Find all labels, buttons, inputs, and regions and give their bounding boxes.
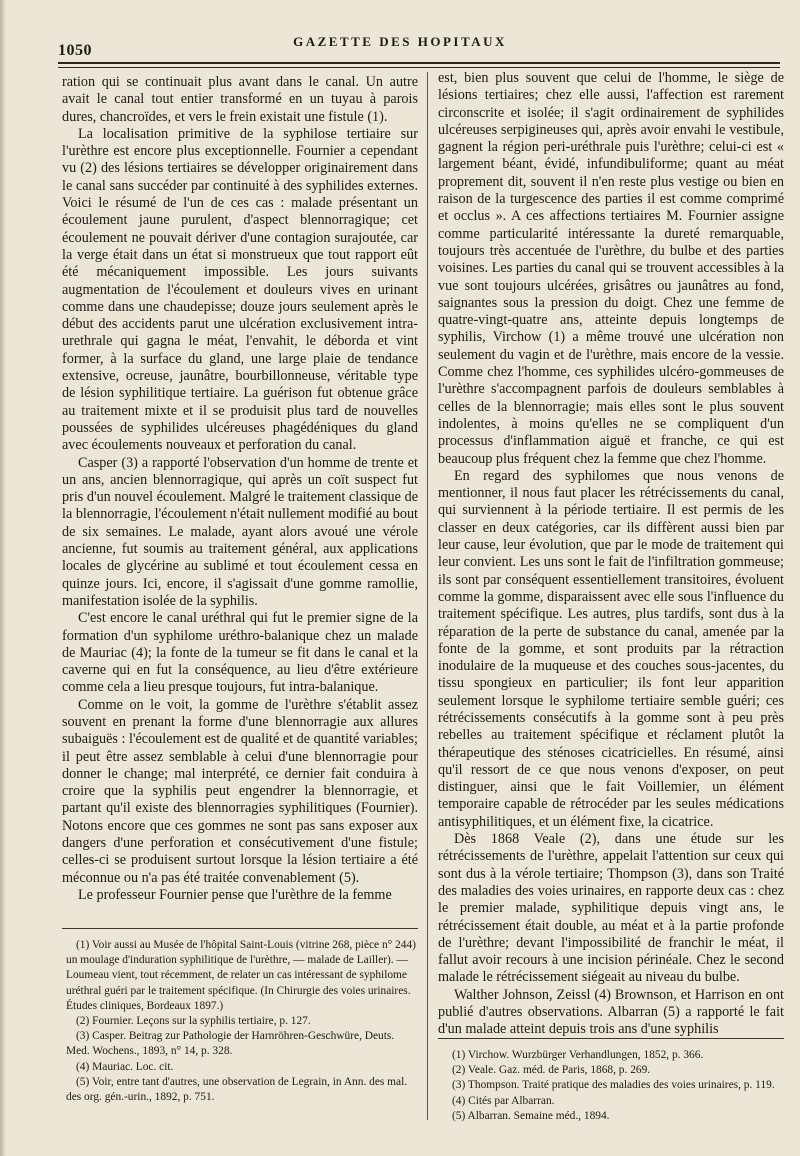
paragraph: est, bien plus souvent que celui de l'homme, le siège de lésions tertiaires; chez elle aussi, l'affection est rarement circonscrite et isolée; il s'agit ordinairement de syphilides ulcéreuses serpigineuses qui, après avoir envahi le vestibule, gagnent la région peri-uréthrale puis l'urèthre; celui-ci est « largement béant, évidé, infundibuliforme; quant au méat proprement dit, souvent il n'en reste plus vestige ou bien en raison de la turgescence des parties il est comme comprimé et occlus ». A ces affections tertiaires M. Fournier assigne comme particularité intéressante la dureté remarquable, toujours très accentuée de l'urèthre, du bulbe et des parties voisines. Les parties du canal qui se trouvent accessibles à la vue sont toujours ulcérées, grisâtres ou jaunâtres au fond, saignantes sous la pression du doigt. Chez une femme de quatre-vingt-quatre ans, atteinte depuis longtemps de syphilis, Virchow (1) a même trouvé une ulcération non seulement du vagin et de l'urèthre, mais encore de la vessie. Comme chez l'homme, ces syphilides ulcéro-gommeuses de l'urèthre s'accompagnent parfois de douleurs semblables à celles de la blennorragie; mais elles sont le plus souvent indolentes, à moins qu'elles ne se compliquent d'un processus d'inflammation aiguë et franche, ce qui est beaucoup plus fréquent chez la femme que chez l'homme. [438,70,784,467]
journal-title: GAZETTE DES HOPITAUX [293,34,507,49]
paragraph: Le professeur Fournier pense que l'urèthre de la femme [78,886,392,903]
paragraph: C'est encore le canal uréthral qui fut le premier signe de la formation d'un syphilome uréthro-balanique chez un malade de Mauriac (4); la fonte de la tumeur se fit dans le canal et la caverne qui en fut la conséquence, au lieu d'être extérieure comme cela a lieu presque toujours, fut intra-balanique. [62,610,418,696]
left-column [62,74,418,904]
footnote: (2) Veale. Gaz. méd. de Paris, 1868, p. 269. [452,1064,651,1077]
footnote: (4) Cités par Albarran. [452,1094,555,1107]
paragraph: La localisation primitive de la syphilose tertiaire sur l'urèthre est encore plus exceptionnelle. Fournier a cependant vu (2) des lésions tertiaires se développer originairement dans le canal sans succéder par continuité à des syphilides externes. Voici le résumé de l'un de ces cas : malade présentant un écoulement jaune purulent, d'aspect blennorragique; cet écoulement ne pouvait dériver d'une contagion surajoutée, car la verge était dans un état si monstrueux que tout rapport eût été mécaniquement impossible. Les jours suivants augmentation de l'écoulement et douleurs vives en urinant comme dans une chaudepisse; douze jours seulement après le début des accidents parut une ulcération exclusivement intra-urethrale qui gagna le méat, l'envahit, le déborda et vint former, à la surface du gland, une large plaie de tendance extensive, ocreuse, jaunâtre, bourbillonneuse, véritable type de lésion syphilitique tertiaire. La guérison fut obtenue grâce au traitement mixte et il se produisit plus tard de nouvelles poussées de syphilides ulcéreuses phagédéniques du gland avec écoulements nouveaux et perforation du canal. [62,125,418,454]
footnote-rule [438,1038,784,1039]
footnote-rule [62,928,418,929]
footnote: (3) Casper. Beitrag zur Pathologie der Harnröhren-Geschwüre, Deuts. Med. Wochens., 1893, n° 14, p. 328. [66,1030,395,1058]
footnote: (1) Virchow. Wurzbürger Verhandlungen, 1852, p. 366. [452,1049,704,1061]
footnote: (5) Voir, entre tant d'autres, une observation de Legrain, in Ann. des mal. des org. gén.-urin., 1892, p. 751. [66,1075,408,1104]
left-footnotes [66,938,418,1105]
right-column [438,70,784,1039]
paragraph: Casper (3) a rapporté l'observation d'un homme de trente et un ans, ancien blennorragique, qui après un coït suspect fut pris d'un nouvel écoulement. Malgré le traitement classique de la blennorragie, l'écoulement n'était nullement modifié au bout de six semaines. Le malade, ayant alors avoué une vérole ancienne, fut soumis au traitement général, aux applications locales de glycérine au sublimé et tout écoulement cessa en quinze jours. Ici, encore, il s'agissait d'une gomme ramollie, manifestation isolée de la syphilis. [62,454,418,609]
paragraph: ration qui se continuait plus avant dans le canal. Un autre avait le canal tout entier transformé en un tuyau à parois dures, chancroïdes, et vers le frein existait une fistule (1). [62,74,418,125]
right-footnotes [442,1048,784,1124]
header-rule [58,62,780,64]
paragraph: Comme on le voit, la gomme de l'urèthre s'établit assez souvent en prenant la forme d'une blennorragie aux allures subaiguës : l'écoulement est de qualité et de quantité variables; il peut être assez semblable à celui d'une blennorragie pour donner le change; mal interprété, ce dernier fait conduira à croire que la syphilis peut engendrer la blennorragie, et partant qu'il existe des blennorragies syphilitiques (Fournier). Notons encore que ces gommes ne sont pas sans exposer aux dangers d'une perforation et consécutivement d'une fistule; celles-ci se produisent surtout lorsque la lésion tertiaire a été méconnue ou n'a pas été traitée convenablement (5). [62,696,418,886]
paragraph: En regard des syphilomes que nous venons de mentionner, il nous faut placer les rétrécissements du canal, qui surviennent à la période tertiaire. Il est permis de les classer en deux catégories, car ils diffèrent aussi bien par leur cause, leur évolution, que par le mode de traitement qui leur convient. Les uns sont le fait de l'infiltration gommeuse; ils sont par conséquent essentiellement transitoires, évoluent comme la gomme, disparaissent avec elle sous l'influence du traitement spécifique. Les autres, plus tardifs, sont dus à la réparation de la perte de substance du canal, amenée par la fonte de la gomme, et sont produits par la rétraction inodulaire de la muqueuse et des couches sous-jacentes, du tissu spongieux en particulier; ils font leur apparition seulement lorsque le syphilome tertiaire semble guéri; ces rétrécissements consécutifs à la gomme sont à peu près rebelles au traitement spécifique et réclament plutôt la thérapeutique des sténoses cicatricielles. En résumé, ainsi qu'il ressort de ce que nous venons d'exposer, on peut distinguer, ainsi que le fait Voillemier, un élément temporaire capable de rétrocéder par les seules médications antisyphilitiques, et un élément fixe, la cicatrice. [438,467,784,830]
paragraph: Dès 1868 Veale (2), dans une étude sur les rétrécissements de l'urèthre, appelait l'attention sur ceux qui sont dus à la vérole tertiaire; Thompson (3), dans son Traité des maladies des voies urinaires, en rapporte deux cas : chez le premier malade, syphilitique depuis vingt ans, le rétrécissement était double, au méat et à la partie profonde de l'urèthre; devant l'impossibilité de franchir le méat, il fallut avoir recours à une incision périnéale. Chez le second malade le rétrécissement siégeait au niveau du bulbe. [438,831,784,986]
footnote: (1) Voir aussi au Musée de l'hôpital Saint-Louis (vitrine 268, pièce n° 244) un moulage d'induration syphilitique de l'urèthre, — malade de Lailler). — Loumeau vient, tout récemment, de relater un cas intéressant de syphilome uréthral guéri par le traitement spécifique. (In Chirurgie des voies urinaires. Études cliniques, Bordeaux 1897.) [66,939,416,1012]
footnote: (5) Albarran. Semaine méd., 1894. [452,1109,610,1122]
footnote: (4) Mauriac. Loc. cit. [76,1060,174,1073]
column-divider [427,72,428,1120]
header-rule-thin [58,67,780,68]
paragraph: Walther Johnson, Zeissl (4) Brownson, et Harrison en ont publié d'autres observations. Albarran (5) a rapporté le fait d'un malade atteint depuis trois ans d'une syphilis [438,986,784,1038]
page-spine-shadow [0,0,6,1156]
footnote: (3) Thompson. Traité pratique des maladies des voies urinaires, p. 119. [452,1079,775,1092]
page-number: 1050 [58,42,92,59]
footnote: (2) Fournier. Leçons sur la syphilis tertiaire, p. 127. [76,1015,311,1028]
